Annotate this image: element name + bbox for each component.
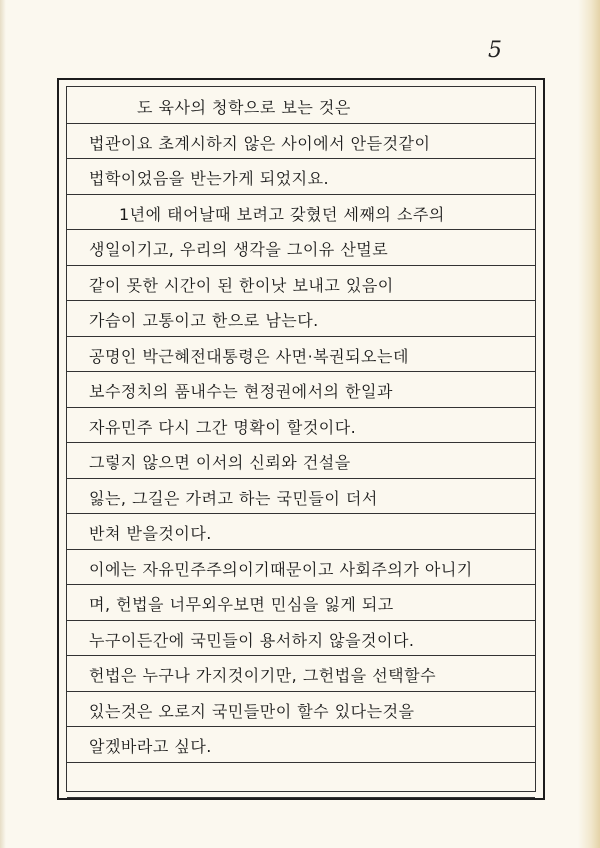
handwritten-line: 잃는, 그길은 가려고 하는 국민들이 더서 (89, 488, 378, 508)
ruled-line (67, 620, 535, 621)
handwritten-line: 있는것은 오로지 국민들만이 할수 있다는것을 (89, 701, 415, 721)
ruled-line (67, 371, 535, 372)
handwritten-line: 생일이기고, 우리의 생각을 그이유 산멀로 (89, 240, 389, 259)
page-binding-edge (578, 0, 600, 848)
ruled-line (67, 407, 535, 408)
ruled-line (67, 513, 535, 514)
handwritten-line: 자유민주 다시 그간 명확이 할것이다. (89, 417, 357, 437)
handwritten-line: 헌법은 누구나 가지것이기만, 그헌법을 선택할수 (89, 666, 437, 685)
ruled-line (67, 478, 535, 479)
handwritten-line: 가슴이 고통이고 한으로 남는다. (89, 311, 319, 330)
handwritten-line: 알겠바라고 싶다. (89, 737, 212, 756)
lined-paper (57, 78, 545, 800)
ruled-line (67, 762, 535, 763)
ruled-line (67, 194, 535, 195)
handwritten-line: 그렇지 않으면 이서의 신뢰와 건설을 (89, 453, 351, 472)
ruled-line (67, 442, 535, 443)
page-left-edge (0, 0, 6, 848)
ruled-line (67, 726, 535, 727)
handwritten-line: 공명인 박근혜전대통령은 사면·복권되오는데 (89, 346, 409, 366)
page-number: 5 (488, 38, 502, 63)
ruled-line (67, 655, 535, 656)
ruled-line (67, 158, 535, 159)
handwritten-line: 도 육사의 청학으로 보는 것은 (137, 98, 351, 117)
ruled-line (67, 265, 535, 266)
handwritten-line: 이에는 자유민주주의이기때문이고 사회주의가 아니기 (89, 559, 473, 579)
lined-paper-inner-border (66, 86, 536, 792)
ruled-line (67, 797, 535, 798)
handwritten-line: 법학이었음을 반는가게 되었지요. (89, 169, 330, 188)
handwritten-line: 며, 헌법을 너무외우보면 민심을 잃게 되고 (89, 595, 394, 614)
ruled-line (67, 229, 535, 230)
ruled-line (67, 691, 535, 692)
handwritten-line: 1년에 태어날때 보려고 갖혔던 세째의 소주의 (119, 204, 445, 224)
ruled-line (67, 123, 535, 124)
ruled-line (67, 549, 535, 550)
ruled-line (67, 300, 535, 301)
handwritten-line: 반쳐 받을것이다. (89, 524, 212, 543)
handwritten-line: 법관이요 초계시하지 않은 사이에서 안듣것같이 (89, 133, 431, 153)
handwritten-line: 보수정치의 품내수는 현정권에서의 한일과 (89, 382, 393, 401)
handwritten-line: 같이 못한 시간이 된 한이낫 보내고 있음이 (89, 275, 394, 295)
ruled-line (67, 584, 535, 585)
handwritten-line: 누구이든간에 국민들이 용서하지 않을것이다. (89, 630, 415, 650)
ruled-line (67, 336, 535, 337)
